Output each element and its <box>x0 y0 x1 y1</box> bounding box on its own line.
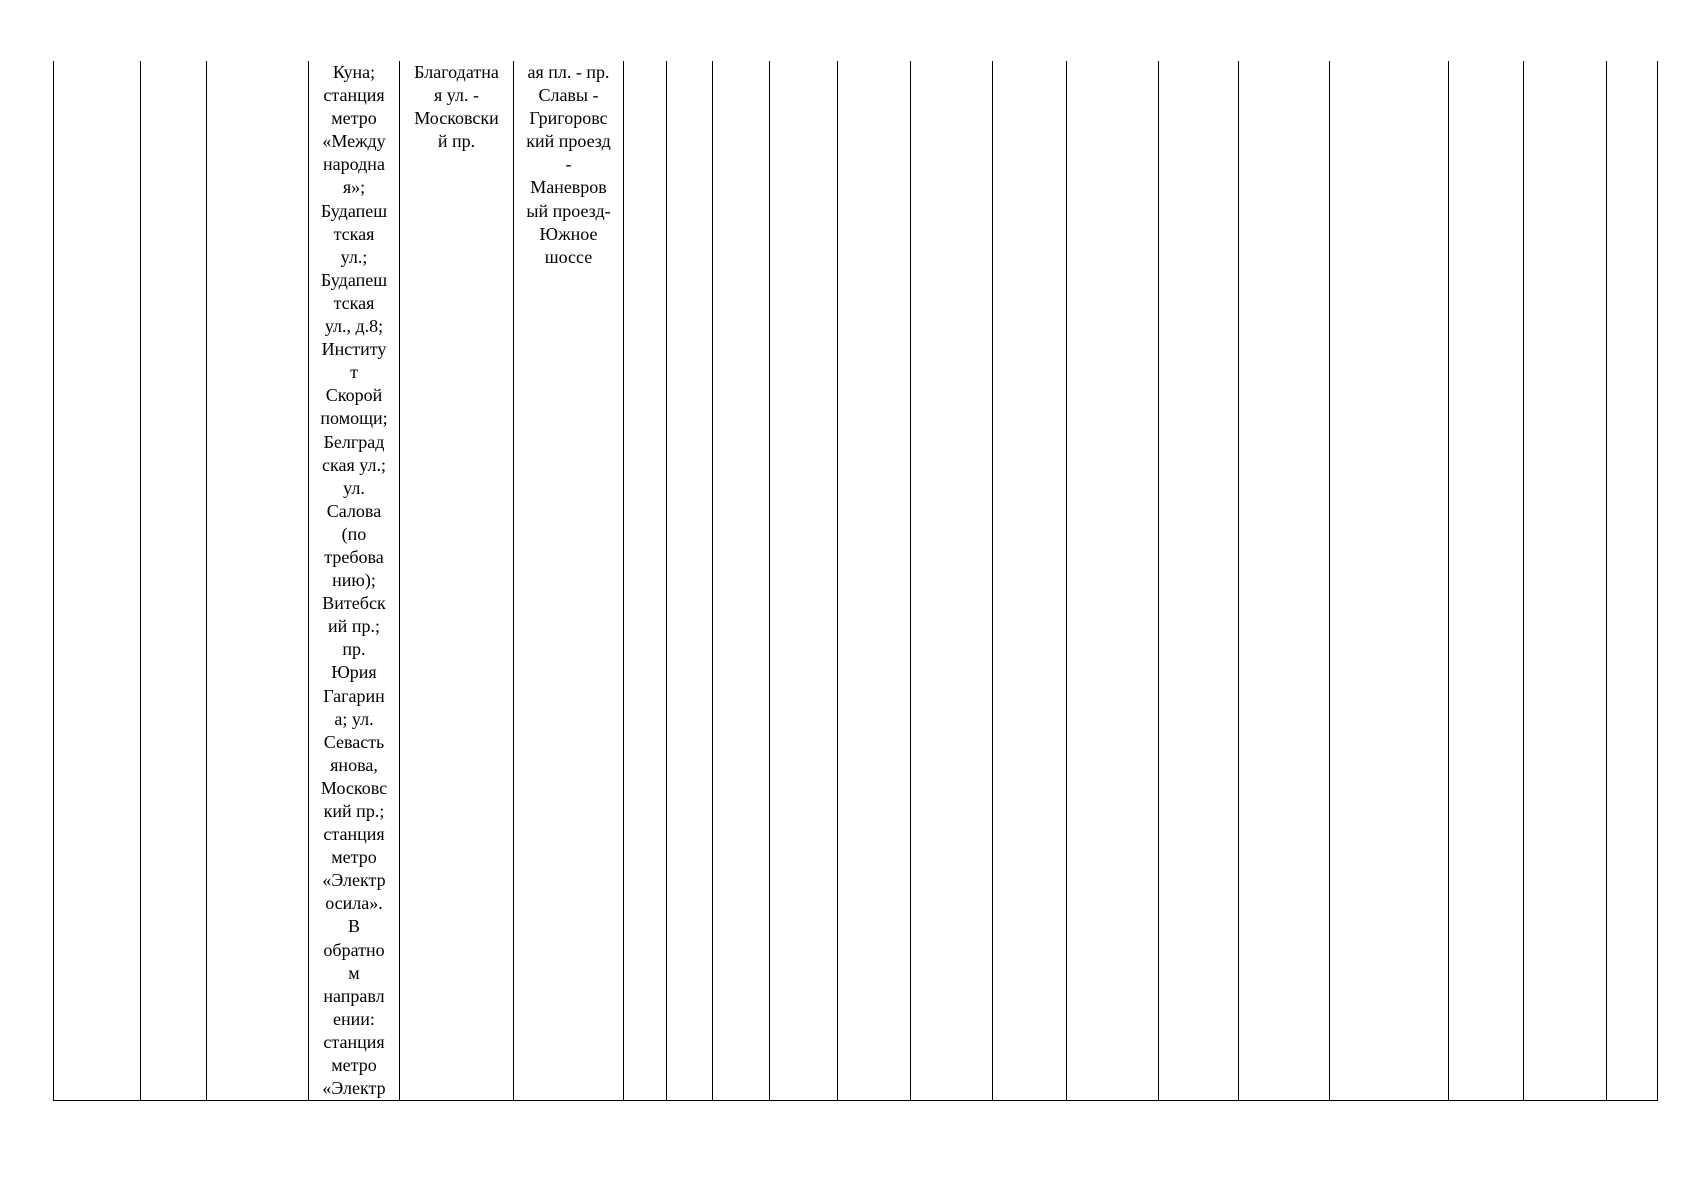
table-cell-2 <box>141 61 207 1101</box>
table-cell-11 <box>838 61 911 1101</box>
table-cell-16 <box>1239 61 1330 1101</box>
table-cell-3 <box>207 61 309 1101</box>
route-table <box>53 61 1658 1101</box>
table-cell-route-a <box>400 61 514 1101</box>
table-cell-14 <box>1067 61 1159 1101</box>
route-a-text: Благодатна я ул. - Московски й пр. <box>414 62 499 152</box>
table-cell-9 <box>713 61 770 1101</box>
route-b-text: ая пл. - пр. Славы - Григоровс кий проезд - Маневров ый проезд- Южное шоссе <box>526 62 611 267</box>
table-cell-15 <box>1159 61 1239 1101</box>
table-cell-route-b <box>514 61 624 1101</box>
table-cell-12 <box>911 61 993 1101</box>
table-cell-20 <box>1607 61 1658 1101</box>
table-cell-1 <box>54 61 141 1101</box>
table-cell-18 <box>1449 61 1524 1101</box>
table-cell-stops <box>309 61 400 1101</box>
table-cell-8 <box>667 61 713 1101</box>
table-cell-13 <box>993 61 1067 1101</box>
table-row <box>54 61 1658 1101</box>
stops-list-text: Куна; станция метро «Между народна я»; Будапеш тская ул.; Будапеш тская ул., д.8; Институ т Скорой помощи; Белград ская ул.; ул. Салова (по требова нию); Витебск ий пр.; пр. Юрия Гагарин а; ул. Севасть янова, Московс кий пр.; станция метро «Электр осила». В обратно м направл ении: станция метро «Электр <box>320 62 388 1099</box>
table-cell-17 <box>1330 61 1449 1101</box>
table-cell-10 <box>770 61 838 1101</box>
table-cell-7 <box>624 61 667 1101</box>
table-cell-19 <box>1524 61 1607 1101</box>
